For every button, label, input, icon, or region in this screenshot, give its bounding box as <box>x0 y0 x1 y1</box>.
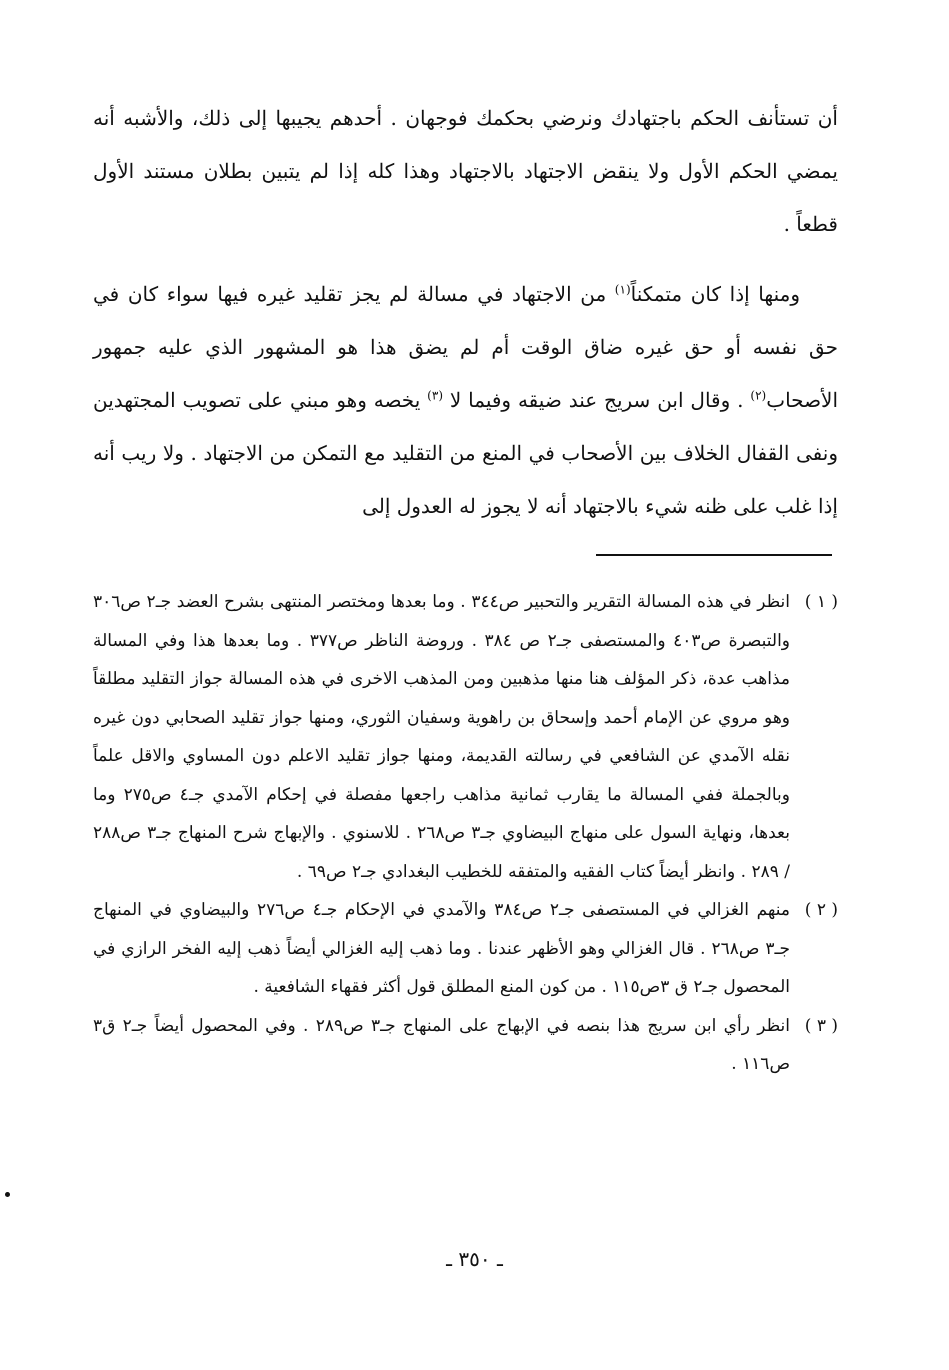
scan-speck <box>5 1192 10 1197</box>
footnotes <box>93 583 838 1084</box>
paragraph-2-text-d: يخصه وهو مبني على تصويب المجتهدين ونفى القفال الخلاف بين الأصحاب في المنع من التقليد مع التمكن من الاجتهاد . ولا ريب أنه إذا غلب على ظنه شيء بالاجتهاد أنه لا يجوز له العدول إلى <box>93 388 838 518</box>
footnote-text: منهم الغزالي في المستصفى جـ٢ ص٣٨٤ والآمدي في الإحكام جـ٤ ص٢٧٦ والبيضاوي في المنهاج جـ٣ ص٢٦٨ . قال الغزالي وهو الأظهر عندنا . وما ذهب إليه الغزالي أيضاً ذهب إليه الفخر الرازي في المحصول جـ٢ ق ٣ص١١٥ . من كون المنع المطلق قول أكثر فقهاء الشافعية . <box>93 900 790 997</box>
footnote-ref-1[interactable]: (١) <box>614 282 631 297</box>
footnote-number: ( ٣ ) <box>804 1015 838 1036</box>
paragraph-2-text-c: . وقال ابن سريج عند ضيقه وفيما لا <box>443 388 751 412</box>
paragraph-2 <box>93 268 838 533</box>
paragraph-1-text: أن تستأنف الحكم باجتهادك ونرضي بحكمك فوجهان . أحدهم يجيبها إلى ذلك، والأشبه أنه يمضي الحكم الأول ولا ينقض الاجتهاد بالاجتهاد وهذا كله إذا لم يتبين بطلان مستند الأول قطعاً . <box>93 106 838 236</box>
paragraph-1 <box>93 92 838 251</box>
main-text <box>93 92 838 533</box>
paragraph-2-text-a: ومنها إذا كان متمكناً <box>630 282 800 306</box>
footnote-separator <box>596 554 832 556</box>
footnote-number: ( ١ ) <box>804 592 838 612</box>
footnote-2 <box>93 891 838 1007</box>
footnote-number: ( ٢ ) <box>804 900 838 920</box>
footnote-3 <box>93 1007 838 1084</box>
footnote-text: انظر رأي ابن سريج هذا بنصه في الإبهاج على المنهاج جـ٣ ص٢٨٩ . وفي المحصول أيضاً جـ٢ ق٣ ص١١٦ . <box>93 1015 790 1074</box>
footnote-ref-2[interactable]: (٢) <box>750 388 767 403</box>
paragraph-2-text-b: من الاجتهاد في مسالة لم يجز تقليد غيره فيها سواء كان في حق نفسه أو حق غيره ضاق الوقت أم لم يضق هذا هو المشهور الذي عليه جمهور الأصحاب <box>93 282 839 412</box>
footnote-ref-3[interactable]: (٣) <box>427 388 443 403</box>
footnote-1 <box>93 583 838 891</box>
footnote-text: انظر في هذه المسالة التقرير والتحبير ص٣٤٤ . وما بعدها ومختصر المنتهى بشرح العضد جـ٢ ص٣٠٦ والتبصرة ص٤٠٣ والمستصفى جـ٢ ص ٣٨٤ . وروضة الناظر ص٣٧٧ . وما بعدها هذا وفي المسالة مذاهب عدة، ذكر المؤلف هنا منها مذهبين ومن المذهب الاخرى في هذه المسالة جواز التقليد مطلقاً وهو مروي عن الإمام أحمد وإسحاق بن راهوية وسفيان الثوري، ومنها جواز تقليد الصحابي دون غيره نقله الآمدي عن الشافعي في رسالته القديمة، ومنها جواز تقليد الاعلم دون المساوي والاقل علماً وبالجملة ففي المسالة ما يقارب ثمانية مذاهب راجعها مفصلة في إحكام الآمدي جـ٤ ص٢٧٥ وما بعدها، ونهاية السول على منهاج البيضاوي جـ٣ ص٢٦٨ . للاسنوي . والإبهاج شرح المنهاج جـ٣ ص٢٨٨ / ٢٨٩ . وانظر أيضاً كتاب الفقيه والمتفقه للخطيب البغدادي جـ٢ ص٦٩ . <box>93 592 791 882</box>
page-number: ـ ٣٥٠ ـ <box>446 1247 503 1271</box>
